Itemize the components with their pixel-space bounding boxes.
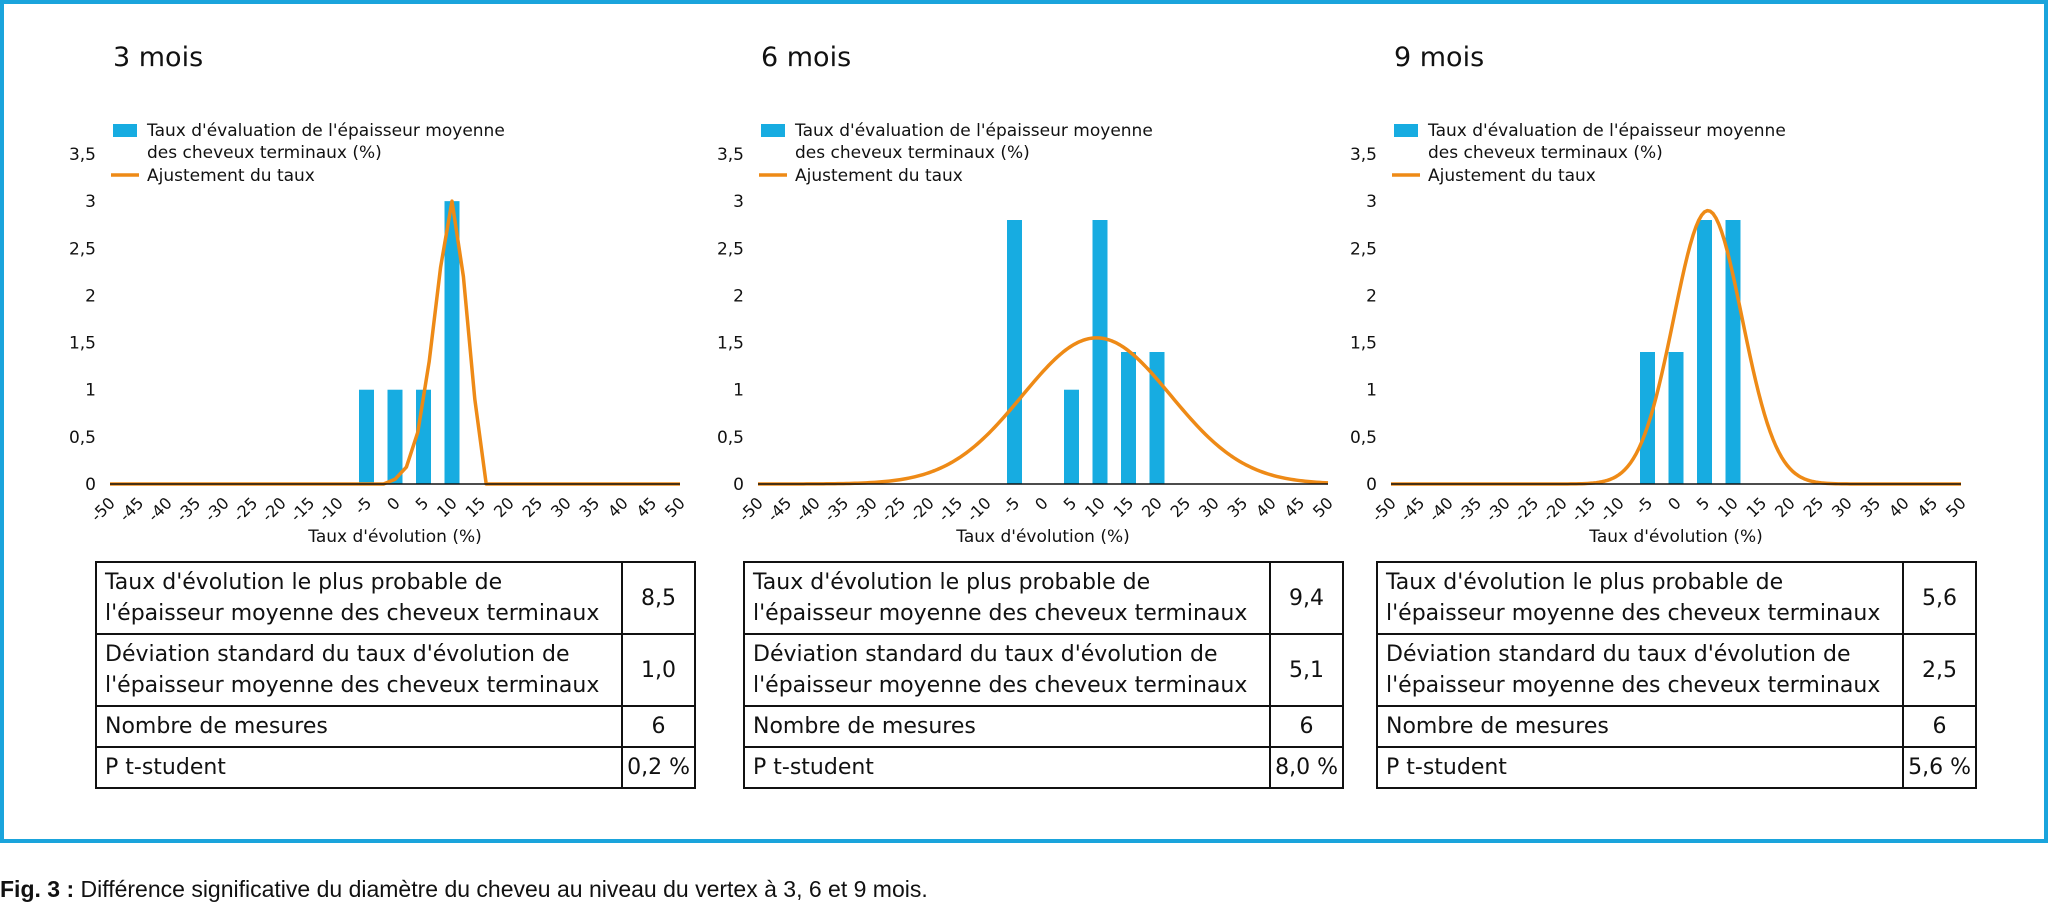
chart-panel-6-mois [716, 4, 1363, 847]
x-tick-label: 15 [1742, 493, 1771, 522]
stats-row [744, 562, 1343, 634]
stats-row [96, 562, 695, 634]
chart-panel-9-mois [1349, 4, 1996, 847]
x-tick-label: -10 [962, 493, 995, 526]
stats-value: 5,6 [1903, 562, 1976, 634]
x-tick-label: 10 [1080, 493, 1109, 522]
stats-value: 6 [1270, 706, 1343, 747]
y-tick-label: 3 [733, 192, 744, 213]
bar [1007, 220, 1022, 484]
stats-row [1377, 634, 1976, 706]
x-tick-label: -35 [820, 493, 853, 526]
stats-label: Taux d'évolution le plus probable de l'épaisseur moyenne des cheveux terminaux [96, 562, 622, 634]
y-tick-label: 0 [85, 475, 96, 495]
stats-label: Taux d'évolution le plus probable de l'épaisseur moyenne des cheveux terminaux [1377, 562, 1903, 634]
y-tick-label: 1,5 [68, 333, 96, 354]
legend-bar-label-line1: Taux d'évaluation de l'épaisseur moyenne [147, 121, 505, 141]
x-tick-label: -40 [143, 493, 176, 526]
stats-label: Nombre de mesures [96, 706, 622, 747]
bar [1064, 390, 1079, 484]
bar [388, 390, 403, 484]
y-tick-label: 0,5 [1349, 427, 1377, 448]
stats-label: Nombre de mesures [744, 706, 1270, 747]
y-tick-label: 3 [1366, 192, 1377, 213]
y-tick-label: 2 [85, 286, 96, 307]
stats-label: Déviation standard du taux d'évolution de l'épaisseur moyenne des cheveux terminaux [1377, 634, 1903, 706]
x-tick-label: 35 [1856, 493, 1885, 522]
stats-row [744, 706, 1343, 747]
legend-fit-label: Ajustement du taux [1428, 166, 1596, 186]
y-tick-label: 1 [1366, 380, 1377, 401]
legend-fit-label: Ajustement du taux [795, 166, 963, 186]
x-tick-label: -15 [1567, 493, 1600, 526]
x-tick-label: 20 [1137, 493, 1166, 522]
y-tick-label: 2,5 [68, 239, 96, 260]
stats-label: P t-student [1377, 747, 1903, 788]
stats-table [743, 561, 1344, 789]
legend-bar-label-line1: Taux d'évaluation de l'épaisseur moyenne [795, 121, 1153, 141]
stats-row [744, 747, 1343, 788]
y-tick-label: 1,5 [716, 333, 744, 354]
x-tick-label: 5 [1692, 493, 1714, 515]
chart-panel-3-mois [68, 4, 715, 847]
chart-svg [68, 114, 715, 554]
x-tick-label: 0 [1031, 493, 1052, 515]
y-tick-label: 1,5 [1349, 333, 1377, 354]
x-tick-label: 30 [546, 493, 575, 522]
x-tick-label: -20 [905, 493, 938, 526]
x-axis-title: Taux d'évolution (%) [308, 527, 482, 547]
legend-fit-label: Ajustement du taux [147, 166, 315, 186]
chart-svg [1349, 114, 1996, 554]
y-tick-label: 3 [85, 192, 96, 213]
x-tick-label: -25 [229, 493, 262, 526]
x-tick-label: -50 [734, 493, 767, 526]
x-tick-label: -45 [763, 493, 796, 526]
x-tick-label: 25 [1799, 493, 1828, 522]
y-tick-label: 3,5 [716, 145, 744, 165]
x-tick-label: 25 [1166, 493, 1195, 522]
x-tick-label: 25 [518, 493, 547, 522]
y-tick-label: 0,5 [68, 427, 96, 448]
chart-title: 3 mois [113, 42, 204, 73]
y-tick-label: 3,5 [68, 145, 96, 165]
x-tick-label: 45 [1913, 493, 1942, 522]
legend-bar-swatch [113, 124, 137, 137]
y-tick-label: 2,5 [716, 239, 744, 260]
x-tick-label: -10 [1595, 493, 1628, 526]
stats-table [1376, 561, 1977, 789]
x-tick-label: 45 [1280, 493, 1309, 522]
bar [1121, 352, 1136, 484]
caption-label: Fig. 3 : [0, 876, 75, 902]
x-tick-label: 40 [1884, 493, 1913, 522]
x-tick-label: -25 [877, 493, 910, 526]
y-tick-label: 1 [85, 380, 96, 401]
x-tick-label: 40 [603, 493, 632, 522]
stats-row [1377, 562, 1976, 634]
stats-row [1377, 747, 1976, 788]
x-tick-label: -30 [1481, 493, 1514, 526]
stats-value: 5,1 [1270, 634, 1343, 706]
x-axis-title: Taux d'évolution (%) [956, 527, 1130, 547]
stats-row [96, 706, 695, 747]
x-tick-label: 30 [1827, 493, 1856, 522]
stats-value: 9,4 [1270, 562, 1343, 634]
stats-value: 1,0 [622, 634, 695, 706]
x-tick-label: -35 [172, 493, 205, 526]
stats-label: P t-student [744, 747, 1270, 788]
x-tick-label: -30 [200, 493, 233, 526]
x-tick-label: -20 [1538, 493, 1571, 526]
chart-title: 9 mois [1394, 42, 1485, 73]
x-tick-label: -10 [314, 493, 347, 526]
x-tick-label: 50 [660, 493, 689, 522]
stats-label: Taux d'évolution le plus probable de l'épaisseur moyenne des cheveux terminaux [744, 562, 1270, 634]
x-tick-label: 5 [1059, 493, 1081, 515]
x-tick-label: 50 [1308, 493, 1337, 522]
legend-bar-label-line2: des cheveux terminaux (%) [795, 143, 1030, 163]
stats-row [1377, 706, 1976, 747]
y-tick-label: 3,5 [1349, 145, 1377, 165]
x-tick-label: 50 [1941, 493, 1970, 522]
caption-text: Différence significative du diamètre du cheveu au niveau du vertex à 3, 6 et 9 mois. [74, 876, 928, 902]
stats-value: 2,5 [1903, 634, 1976, 706]
x-tick-label: 10 [432, 493, 461, 522]
stats-value: 0,2 % [622, 747, 695, 788]
x-tick-label: 15 [461, 493, 490, 522]
bar [1697, 220, 1712, 484]
x-tick-label: -45 [1396, 493, 1429, 526]
y-tick-label: 2 [1366, 286, 1377, 307]
x-tick-label: 0 [1664, 493, 1685, 515]
x-axis-title: Taux d'évolution (%) [1589, 527, 1763, 547]
stats-label: P t-student [96, 747, 622, 788]
stats-value: 8,5 [622, 562, 695, 634]
x-tick-label: -5 [998, 493, 1024, 519]
bar [1093, 220, 1108, 484]
x-tick-label: 40 [1251, 493, 1280, 522]
bar [1669, 352, 1684, 484]
stats-label: Déviation standard du taux d'évolution de l'épaisseur moyenne des cheveux terminaux [96, 634, 622, 706]
x-tick-label: -5 [350, 493, 376, 519]
legend-bar-label-line2: des cheveux terminaux (%) [147, 143, 382, 163]
legend-bar-swatch [761, 124, 785, 137]
x-tick-label: -40 [791, 493, 824, 526]
x-tick-label: -20 [257, 493, 290, 526]
y-tick-label: 0 [733, 475, 744, 495]
stats-value: 6 [622, 706, 695, 747]
x-tick-label: -15 [934, 493, 967, 526]
fit-curve [758, 338, 1328, 484]
x-tick-label: 35 [575, 493, 604, 522]
y-tick-label: 2,5 [1349, 239, 1377, 260]
legend-bar-label-line1: Taux d'évaluation de l'épaisseur moyenne [1428, 121, 1786, 141]
x-tick-label: -15 [286, 493, 319, 526]
stats-value: 5,6 % [1903, 747, 1976, 788]
stats-value: 8,0 % [1270, 747, 1343, 788]
x-tick-label: -30 [848, 493, 881, 526]
stats-label: Nombre de mesures [1377, 706, 1903, 747]
figure-caption [0, 876, 928, 903]
bar [1640, 352, 1655, 484]
x-tick-label: -40 [1424, 493, 1457, 526]
x-tick-label: 20 [1770, 493, 1799, 522]
y-tick-label: 0,5 [716, 427, 744, 448]
y-tick-label: 2 [733, 286, 744, 307]
stats-row [744, 634, 1343, 706]
x-tick-label: 35 [1223, 493, 1252, 522]
y-tick-label: 0 [1366, 475, 1377, 495]
x-tick-label: -25 [1510, 493, 1543, 526]
x-tick-label: -50 [86, 493, 119, 526]
x-tick-label: 45 [632, 493, 661, 522]
stats-row [96, 747, 695, 788]
y-tick-label: 1 [733, 380, 744, 401]
x-tick-label: -5 [1631, 493, 1657, 519]
legend-bar-label-line2: des cheveux terminaux (%) [1428, 143, 1663, 163]
x-tick-label: 30 [1194, 493, 1223, 522]
stats-label: Déviation standard du taux d'évolution de l'épaisseur moyenne des cheveux terminaux [744, 634, 1270, 706]
x-tick-label: -45 [115, 493, 148, 526]
x-tick-label: 10 [1713, 493, 1742, 522]
stats-row [96, 634, 695, 706]
x-tick-label: 0 [383, 493, 404, 515]
bar [359, 390, 374, 484]
chart-title: 6 mois [761, 42, 852, 73]
x-tick-label: 15 [1109, 493, 1138, 522]
x-tick-label: -35 [1453, 493, 1486, 526]
legend-bar-swatch [1394, 124, 1418, 137]
x-tick-label: -50 [1367, 493, 1400, 526]
x-tick-label: 20 [489, 493, 518, 522]
x-tick-label: 5 [411, 493, 433, 515]
stats-value: 6 [1903, 706, 1976, 747]
chart-svg [716, 114, 1363, 554]
stats-table [95, 561, 696, 789]
